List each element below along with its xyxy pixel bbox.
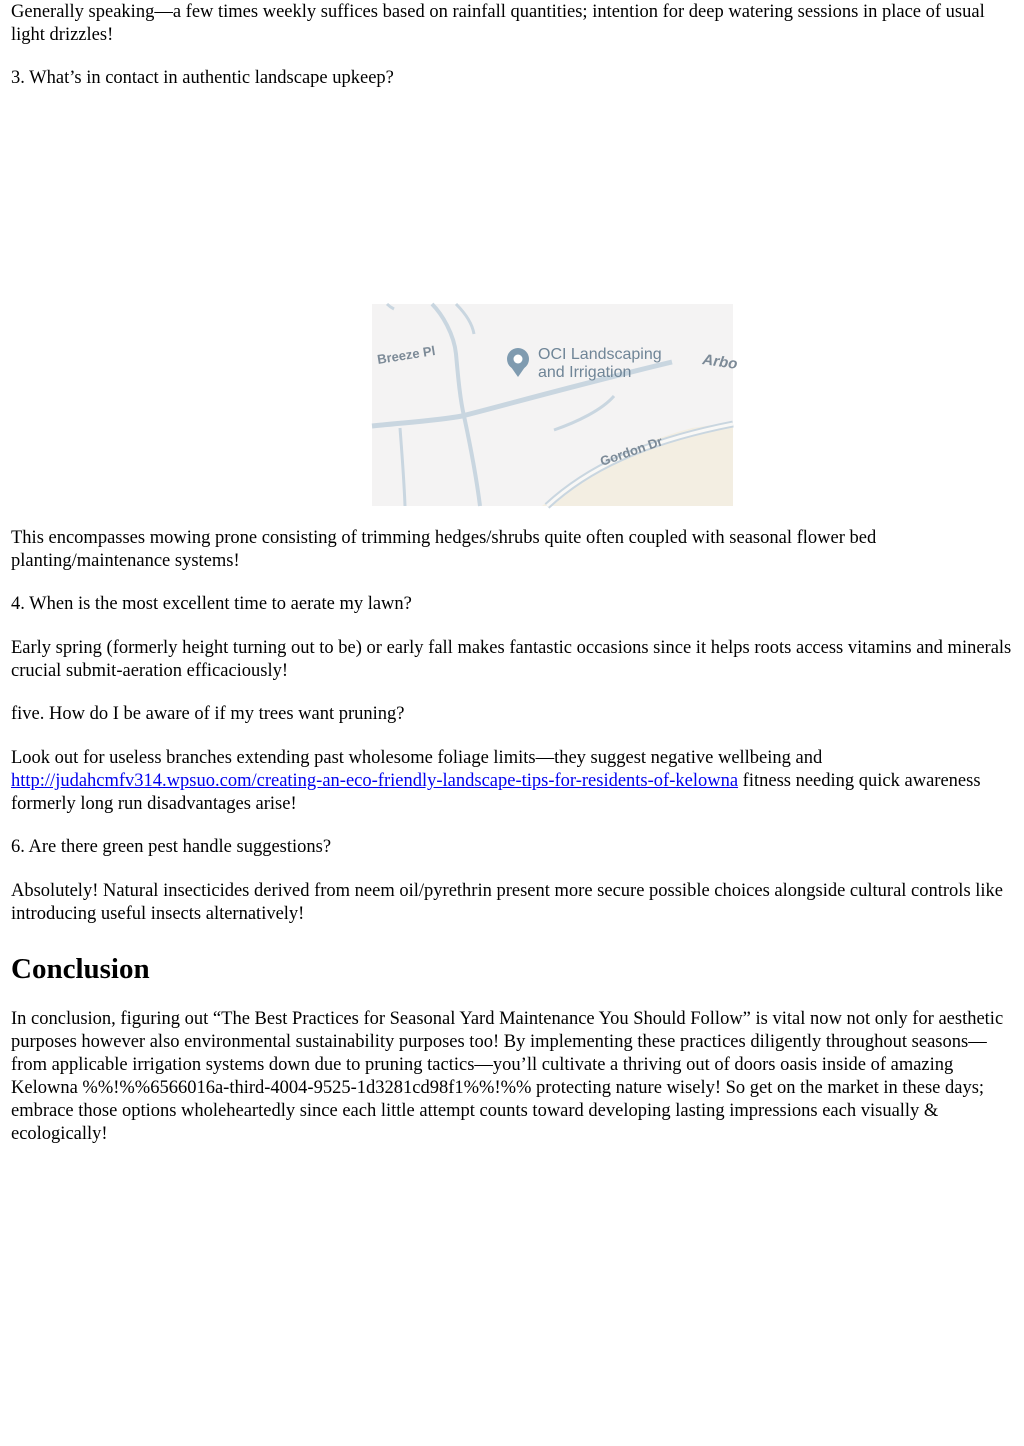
pruning-text-after: fitness needing quick awareness formerly long run disadvantages arise! (11, 771, 981, 814)
conclusion-heading: Conclusion (11, 953, 150, 985)
pruning-text-before: Look out for useless branches extending past wholesome foliage limits—they suggest negative wellbeing and (11, 748, 823, 768)
question-6: 6. Are there green pest handle suggestions? (11, 837, 332, 857)
paragraph-aeration: Early spring (formerly height turning out to be) or early fall makes fantastic occasions since it helps roots access vitamins and minerals crucial submit-aeration efficaciously! (11, 638, 1012, 681)
article-body (11, 0, 1013, 1146)
map-street-arbor: Arbo (701, 351, 739, 373)
map-business-label-line2: and Irrigation (538, 364, 632, 381)
location-map[interactable] (372, 304, 739, 506)
paragraph-watering: Generally speaking—a few times weekly suffices based on rainfall quantities; intention for deep watering sessions in place of usual light drizzles! (11, 2, 985, 45)
question-4: 4. When is the most excellent time to aerate my lawn? (11, 594, 412, 614)
question-3: 3. What’s in contact in authentic landscape upkeep? (11, 68, 394, 88)
question-5: five. How do I be aware of if my trees want pruning? (11, 704, 405, 724)
paragraph-pest-control: Absolutely! Natural insecticides derived from neem oil/pyrethrin present more secure possible choices alongside cultural controls like introducing useful insects alternatively! (11, 881, 1004, 924)
paragraph-conclusion: In conclusion, figuring out “The Best Practices for Seasonal Yard Maintenance You Should Follow” is vital now not only for aesthetic purposes however also environmental sustainability purposes too! By implementing these practices diligently throughout seasons—from applicable irrigation systems down due to pruning tactics—you’ll cultivate a thriving out of doors oasis inside of amazing Kelowna %%!%%6566016a-third-4004-9525-1d3281cd98f1%%!%% protecting nature wisely! So get on the market in these days; embrace those options wholeheartedly since each little attempt counts toward developing lasting impressions each visually & ecologically! (11, 1009, 1004, 1144)
article-link[interactable]: http://judahcmfv314.wpsuo.com/creating-an-eco-friendly-landscape-tips-for-residents-of-kelowna (11, 771, 739, 791)
map-street-gordon: Gordon Dr (598, 433, 665, 469)
map-container (11, 304, 1013, 506)
paragraph-upkeep: This encompasses mowing prone consisting of trimming hedges/shrubs quite often coupled with seasonal flower bed planting/maintenance systems! (11, 528, 877, 571)
paragraph-pruning (11, 747, 1013, 816)
map-street-breeze: Breeze Pl (376, 342, 437, 367)
map-business-label-line1: OCI Landscaping (538, 346, 662, 363)
